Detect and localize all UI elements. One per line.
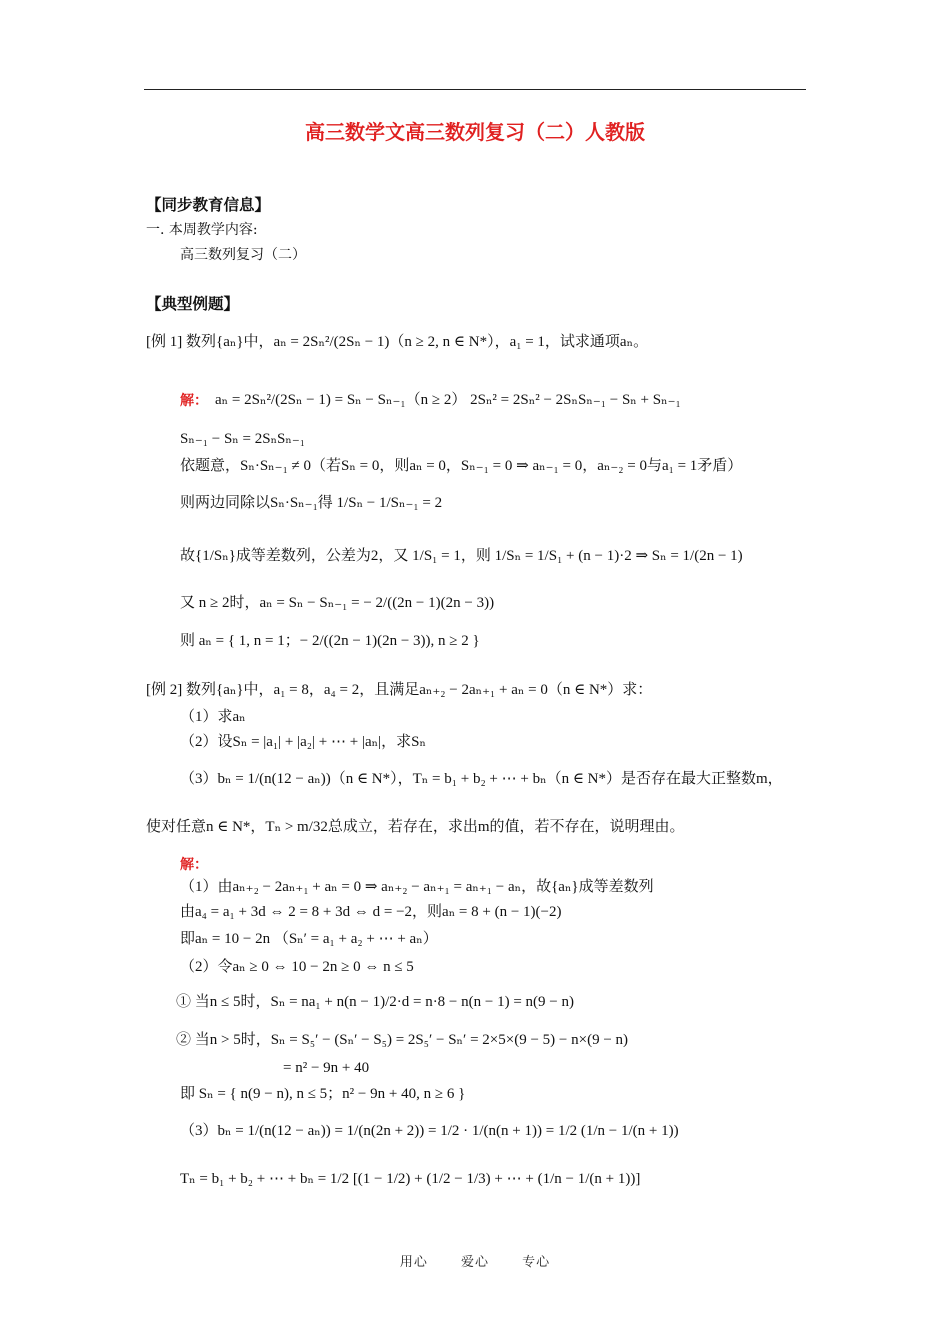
example2-part3-cont: 使对任意n ∈ N*，Tₙ > m/32总成立，若存在，求出m的值，若不存在，说明理由。: [146, 819, 685, 835]
footer-text-3: 专心: [522, 1255, 551, 1270]
footer-text-1: 用心: [399, 1255, 428, 1270]
example2-question: [例 2] 数列{aₙ}中，a₁ = 8，a₄ = 2，且满足aₙ₊₂ − 2aₙ₊₁ + aₙ = 0（n ∈ N*）求：: [146, 682, 653, 698]
example2-part2: （2）设Sₙ = |a₁| + |a₂| + ⋯ + |aₙ|，求Sₙ: [180, 734, 426, 750]
example2-step-9: （3）bₙ = 1/(n(12 − aₙ)) = 1/(n(2n + 2)) = 1/2 · 1/(n(n + 1)) = 1/2 (1/n − 1/(n + 1)): [180, 1123, 679, 1139]
example2-part3: （3）bₙ = 1/(n(12 − aₙ))（n ∈ N*），Tₙ = b₁ + b₂ + ⋯ + bₙ（n ∈ N*）是否存在最大正整数m，: [180, 771, 783, 787]
example1-step-3: 依题意，Sₙ·Sₙ₋₁ ≠ 0（若Sₙ = 0，则aₙ = 0，Sₙ₋₁ = 0 ⇒ aₙ₋₁ = 0，aₙ₋₂ = 0与a₁ = 1矛盾）: [180, 458, 743, 474]
section1-item1-content: 高三数列复习（二）: [180, 247, 306, 263]
section1-item1: 一. 本周教学内容:: [146, 222, 258, 238]
example1-step-7: 则 aₙ = { 1, n = 1；− 2/((2n − 1)(2n − 3)), n ≥ 2 }: [180, 633, 480, 649]
example2-step-6: ② 当n > 5时，Sₙ = S₅′ − (Sₙ′ − S₅) = 2S₅′ − Sₙ′ = 2×5×(9 − 5) − n×(9 − n): [176, 1032, 629, 1048]
example2-step-8: 即 Sₙ = { n(9 − n), n ≤ 5；n² − 9n + 40, n ≥ 6 }: [180, 1086, 466, 1102]
example2-solution-label: 解：: [180, 857, 208, 873]
example2-step-2: 由a₄ = a₁ + 3d ⇔ 2 = 8 + 3d ⇔ d = −2，则aₙ = 8 + (n − 1)(−2): [180, 904, 562, 920]
example1-question: [例 1] 数列{aₙ}中，aₙ = 2Sₙ²/(2Sₙ − 1)（n ≥ 2, n ∈ N*），a₁ = 1，试求通项aₙ。: [146, 334, 649, 350]
header-rule: [144, 89, 806, 90]
example1-step-4: 则两边同除以Sₙ·Sₙ₋₁得 1/Sₙ − 1/Sₙ₋₁ = 2: [180, 495, 443, 511]
document-title: 高三数学文高三数列复习（二）人教版: [305, 120, 645, 144]
footer-text-2: 爱心: [460, 1255, 489, 1270]
example2-step-10: Tₙ = b₁ + b₂ + ⋯ + bₙ = 1/2 [(1 − 1/2) + (1/2 − 1/3) + ⋯ + (1/n − 1/(n + 1))]: [180, 1171, 641, 1187]
example2-step-7: = n² − 9n + 40: [283, 1060, 370, 1076]
section-heading-sync-info: 【同步教育信息】: [146, 195, 271, 214]
example1-step-1: aₙ = 2Sₙ²/(2Sₙ − 1) = Sₙ − Sₙ₋₁（n ≥ 2） 2Sₙ² = 2Sₙ² − 2SₙSₙ₋₁ − Sₙ + Sₙ₋₁: [215, 392, 681, 408]
example1-step-6: 又 n ≥ 2时，aₙ = Sₙ − Sₙ₋₁ = − 2/((2n − 1)(2n − 3)): [180, 595, 495, 611]
section-heading-examples: 【典型例题】: [146, 294, 240, 313]
page-footer: [0, 1251, 950, 1270]
example1-step-2: Sₙ₋₁ − Sₙ = 2SₙSₙ₋₁: [180, 431, 306, 447]
example2-step-1: （1）由aₙ₊₂ − 2aₙ₊₁ + aₙ = 0 ⇒ aₙ₊₂ − aₙ₊₁ = aₙ₊₁ − aₙ，故{aₙ}成等差数列: [180, 879, 654, 895]
example1-step-5: 故{1/Sₙ}成等差数列，公差为2，又 1/S₁ = 1，则 1/Sₙ = 1/S₁ + (n − 1)·2 ⇒ Sₙ = 1/(2n − 1): [180, 548, 743, 564]
example2-part1: （1）求aₙ: [180, 709, 246, 725]
example2-step-5: ① 当n ≤ 5时，Sₙ = na₁ + n(n − 1)/2·d = n·8 − n(n − 1) = n(9 − n): [176, 994, 575, 1010]
example1-solution-label: 解：: [180, 393, 208, 409]
example2-step-4: （2）令aₙ ≥ 0 ⇔ 10 − 2n ≥ 0 ⇔ n ≤ 5: [180, 959, 414, 975]
example2-step-3: 即aₙ = 10 − 2n （Sₙ′ = a₁ + a₂ + ⋯ + aₙ）: [180, 931, 438, 947]
